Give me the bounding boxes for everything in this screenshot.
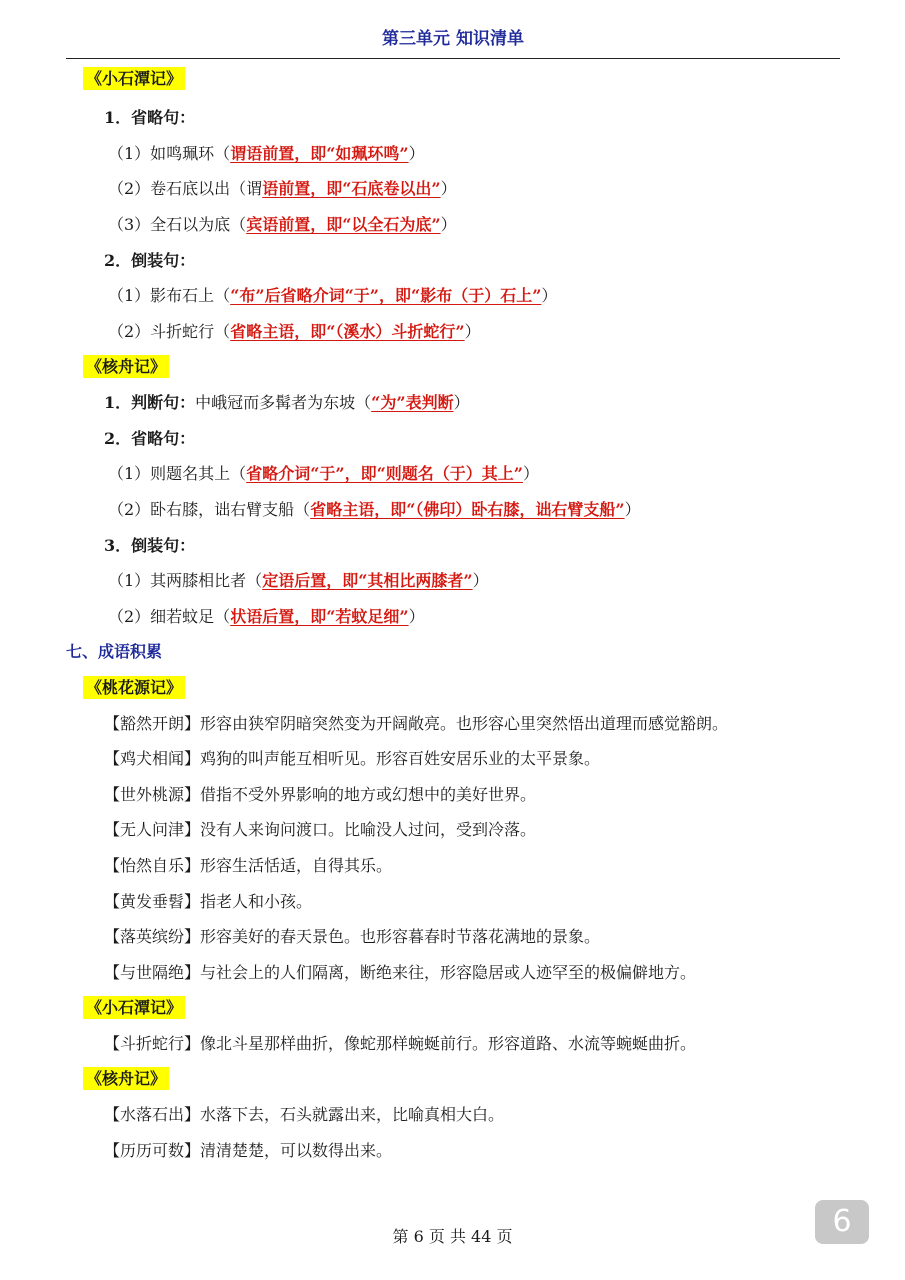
subheading-omission: 2．省略句： bbox=[104, 429, 196, 448]
list-item: （1）则题名其上（省略介词“于”，即“则题名（于）其上”） bbox=[108, 464, 540, 483]
answer-text: “布”后省略介词“于”，即“影布（于）石上” bbox=[230, 286, 542, 305]
highlight-title: 《核舟记》 bbox=[83, 355, 169, 378]
answer-text: 状语后置，即“若蚊足细” bbox=[230, 607, 409, 626]
answer-text: “为”表判断 bbox=[371, 393, 454, 412]
highlight-title: 《桃花源记》 bbox=[83, 676, 185, 699]
list-item: （1）其两膝相比者（定语后置，即“其相比两膝者”） bbox=[108, 571, 489, 590]
list-item: （3）全石以为底（宾语前置，即“以全石为底”） bbox=[108, 215, 457, 234]
idiom-item: 【豁然开朗】形容由狭窄阴暗突然变为开阔敞亮。也形容心里突然悟出道理而感觉豁朗。 bbox=[104, 714, 729, 733]
list-item: 1．判断句：中峨冠而多髯者为东坡（“为”表判断） bbox=[104, 393, 470, 412]
idiom-item: 【世外桃源】借指不受外界影响的地方或幻想中的美好世界。 bbox=[104, 785, 537, 804]
list-item: （1）如鸣珮环（谓语前置，即“如珮环鸣”） bbox=[108, 144, 425, 163]
answer-text: 省略主语，即“（溪水）斗折蛇行” bbox=[230, 322, 465, 341]
page-footer: 第 6 页 共 44 页 bbox=[392, 1227, 513, 1246]
subheading-omission: 1．省略句： bbox=[104, 108, 196, 127]
idiom-item: 【怡然自乐】形容生活恬适，自得其乐。 bbox=[104, 856, 393, 875]
idiom-item: 【斗折蛇行】像北斗星那样曲折，像蛇那样蜿蜒前行。形容道路、水流等蜿蜒曲折。 bbox=[104, 1034, 697, 1053]
section-title-xiaoshitan bbox=[83, 996, 185, 1020]
answer-text: 定语后置，即“其相比两膝者” bbox=[262, 571, 473, 590]
highlight-title: 《小石潭记》 bbox=[83, 67, 185, 90]
section-title-hezhou bbox=[83, 355, 169, 379]
answer-text: 语前置，即“石底卷以出” bbox=[262, 179, 441, 198]
subheading-judgment: 1．判断句： bbox=[104, 393, 196, 412]
answer-text: 省略介词“于”，即“则题名（于）其上” bbox=[246, 464, 524, 483]
page-number-badge: 6 bbox=[815, 1200, 869, 1244]
list-item: （2）卧右膝，诎右臂支船（省略主语，即“（佛印）卧右膝，诎右臂支船”） bbox=[108, 500, 641, 519]
answer-text: 宾语前置，即“以全石为底” bbox=[246, 215, 441, 234]
highlight-title: 《小石潭记》 bbox=[83, 996, 185, 1019]
section-title-taohuayuan bbox=[83, 676, 185, 700]
idiom-item: 【水落石出】水落下去，石头就露出来，比喻真相大白。 bbox=[104, 1105, 505, 1124]
idiom-item: 【黄发垂髫】指老人和小孩。 bbox=[104, 892, 313, 911]
answer-text: 省略主语，即“（佛印）卧右膝，诎右臂支船” bbox=[310, 500, 625, 519]
section-title-xiaoshitan bbox=[83, 67, 185, 91]
idiom-item: 【与世隔绝】与社会上的人们隔离，断绝来往，形容隐居或人迹罕至的极偏僻地方。 bbox=[104, 963, 697, 982]
page-header bbox=[66, 22, 840, 59]
section-title-hezhou bbox=[83, 1067, 169, 1091]
idiom-item: 【历历可数】清清楚楚，可以数得出来。 bbox=[104, 1141, 393, 1160]
list-item: （2）卷石底以出（谓语前置，即“石底卷以出”） bbox=[108, 179, 457, 198]
highlight-title: 《核舟记》 bbox=[83, 1067, 169, 1090]
subheading-inversion: 2．倒装句： bbox=[104, 251, 196, 270]
list-item: （1）影布石上（“布”后省略介词“于”，即“影布（于）石上”） bbox=[108, 286, 558, 305]
section-heading-idioms: 七、成语积累 bbox=[66, 642, 163, 661]
idiom-item: 【落英缤纷】形容美好的春天景色。也形容暮春时节落花满地的景象。 bbox=[104, 927, 601, 946]
subheading-inversion: 3．倒装句： bbox=[104, 536, 196, 555]
list-item: （2）斗折蛇行（省略主语，即“（溪水）斗折蛇行”） bbox=[108, 322, 481, 341]
answer-text: 谓语前置，即“如珮环鸣” bbox=[230, 144, 409, 163]
list-item: （2）细若蚊足（状语后置，即“若蚊足细”） bbox=[108, 607, 425, 626]
idiom-item: 【鸡犬相闻】鸡狗的叫声能互相听见。形容百姓安居乐业的太平景象。 bbox=[104, 749, 601, 768]
idiom-item: 【无人问津】没有人来询问渡口。比喻没人过问，受到冷落。 bbox=[104, 820, 537, 839]
header-title: 第三单元 知识清单 bbox=[382, 29, 524, 49]
